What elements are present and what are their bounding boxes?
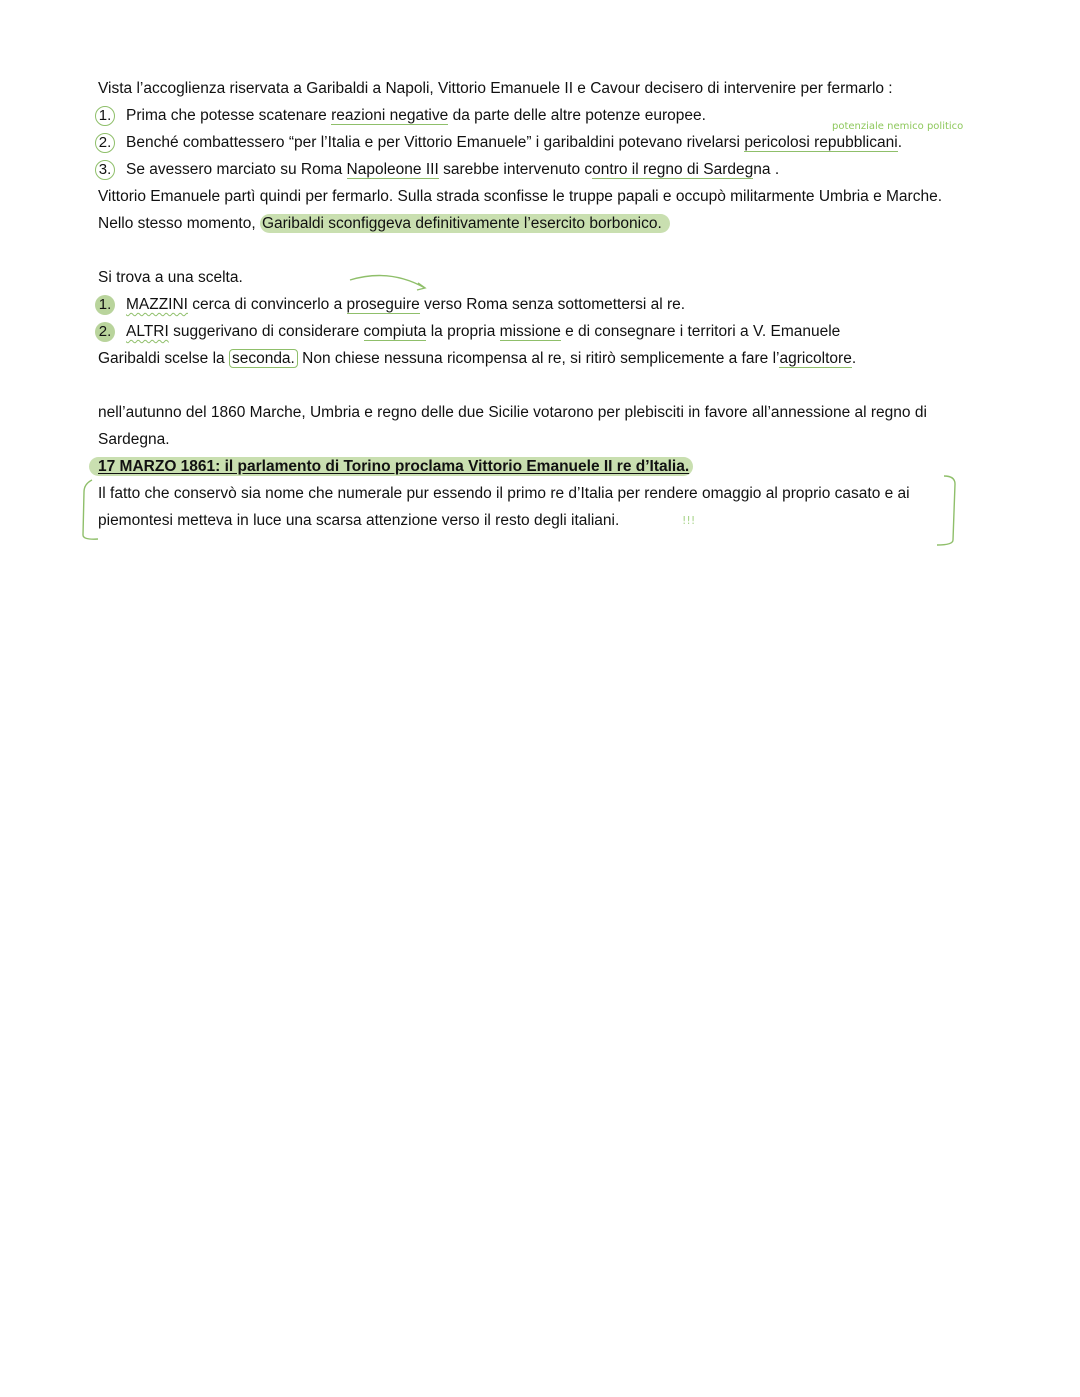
circled-number: 1. [95,106,115,126]
option-item-2 [92,318,840,345]
underlined-phrase: reazioni negative [331,107,449,124]
option-text: suggerivano di considerare [168,323,364,340]
reason-text: . [897,134,902,151]
wavy-underlined-subject: ALTRI [126,323,169,340]
conclusion-line-1 [98,480,910,507]
reason-text: Se avessero marciato su Roma [126,161,347,178]
vittorio-paragraph [98,183,942,210]
option-text: verso Roma senza sottomettersi al re. [419,296,686,313]
intro-paragraph [98,75,893,102]
plebiscite-line-1 [98,399,927,426]
underlined-phrase: agricoltore [779,350,852,367]
reason-text: da parte delle altre potenze europee. [448,107,706,124]
reason-text: na . [753,161,780,178]
reason-text: sarebbe intervenuto c [438,161,593,178]
option-text: la propria [426,323,500,340]
conclusion-line-2 [98,507,619,534]
wavy-underlined-subject: MAZZINI [126,296,188,313]
curved-arrow-icon [350,276,425,291]
paragraph-text: Garibaldi scelse la [98,350,229,367]
underlined-phrase: Napoleone III [346,161,439,178]
underlined-phrase: compiuta [363,323,427,340]
option-item-1 [92,291,685,318]
paragraph-text: Nello stesso momento, [98,215,260,232]
paragraph-text: . [851,350,857,367]
highlighted-phrase: Garibaldi sconfiggeva definitivamente l’esercito borbonico. [260,214,670,233]
paragraph-text: nell’autunno del 1860 Marche, Umbria e regno delle due Sicilie votarono per plebisciti in favore all’annessione al regno di [98,404,927,421]
reason-item-2 [92,129,902,156]
underlined-phrase: ontro il regno di Sardeg [592,161,754,178]
handwritten-exclamation: !!! [682,514,696,527]
underlined-phrase: missione [499,323,561,340]
paragraph-text: piemontesi metteva in luce una scarsa attenzione verso il resto degli italiani. [98,512,620,529]
key-date-heading [98,453,693,480]
paragraph-text: Il fatto che conservò sia nome che numerale pur essendo il primo re d’Italia per rendere omaggio al proprio casato e ai [98,485,910,502]
paragraph-text: Sardegna. [98,431,170,448]
paragraph-text: Non chiese nessuna ricompensa al re, si ritirò semplicemente a fare l’ [297,350,780,367]
boxed-word: seconda. [229,349,298,368]
plebiscite-line-2 [98,426,170,453]
option-text: e di consegnare i territori a V. Emanuele [560,323,841,340]
circled-number: 2. [95,133,115,153]
reason-item-1 [92,102,706,129]
circled-number: 3. [95,160,115,180]
option-text: cerca di convincerlo a [188,296,347,313]
paragraph-text: Si trova a una scelta. [98,269,243,286]
left-bracket-icon [83,480,98,539]
highlighted-key-date: 17 MARZO 1861: il parlamento di Torino proclama Vittorio Emanuele II re d’Italia. [89,457,693,476]
choice-intro [98,264,243,291]
reason-item-3 [92,156,779,183]
intro-text: Vista l’accoglienza riservata a Garibaldi a Napoli, Vittorio Emanuele II e Cavour decisero di intervenire per fermarlo : [98,80,893,97]
filled-number: 1. [95,295,115,315]
underlined-phrase: proseguire [346,296,420,313]
filled-number: 2. [95,322,115,342]
handwritten-annotation: potenziale nemico politico [832,121,964,132]
choice-result [98,345,856,372]
stesso-momento-paragraph [98,210,670,237]
underlined-phrase: pericolosi repubblicani [744,134,898,151]
reason-text: Benché combattessero “per l’Italia e per Vittorio Emanuele” i garibaldini potevano rivelarsi [126,134,745,151]
right-bracket-icon [937,476,955,545]
reason-text: Prima che potesse scatenare [126,107,332,124]
paragraph-text: Vittorio Emanuele partì quindi per fermarlo. Sulla strada sconfisse le truppe papali e occupò militarmente Umbria e Marche. [98,188,943,205]
